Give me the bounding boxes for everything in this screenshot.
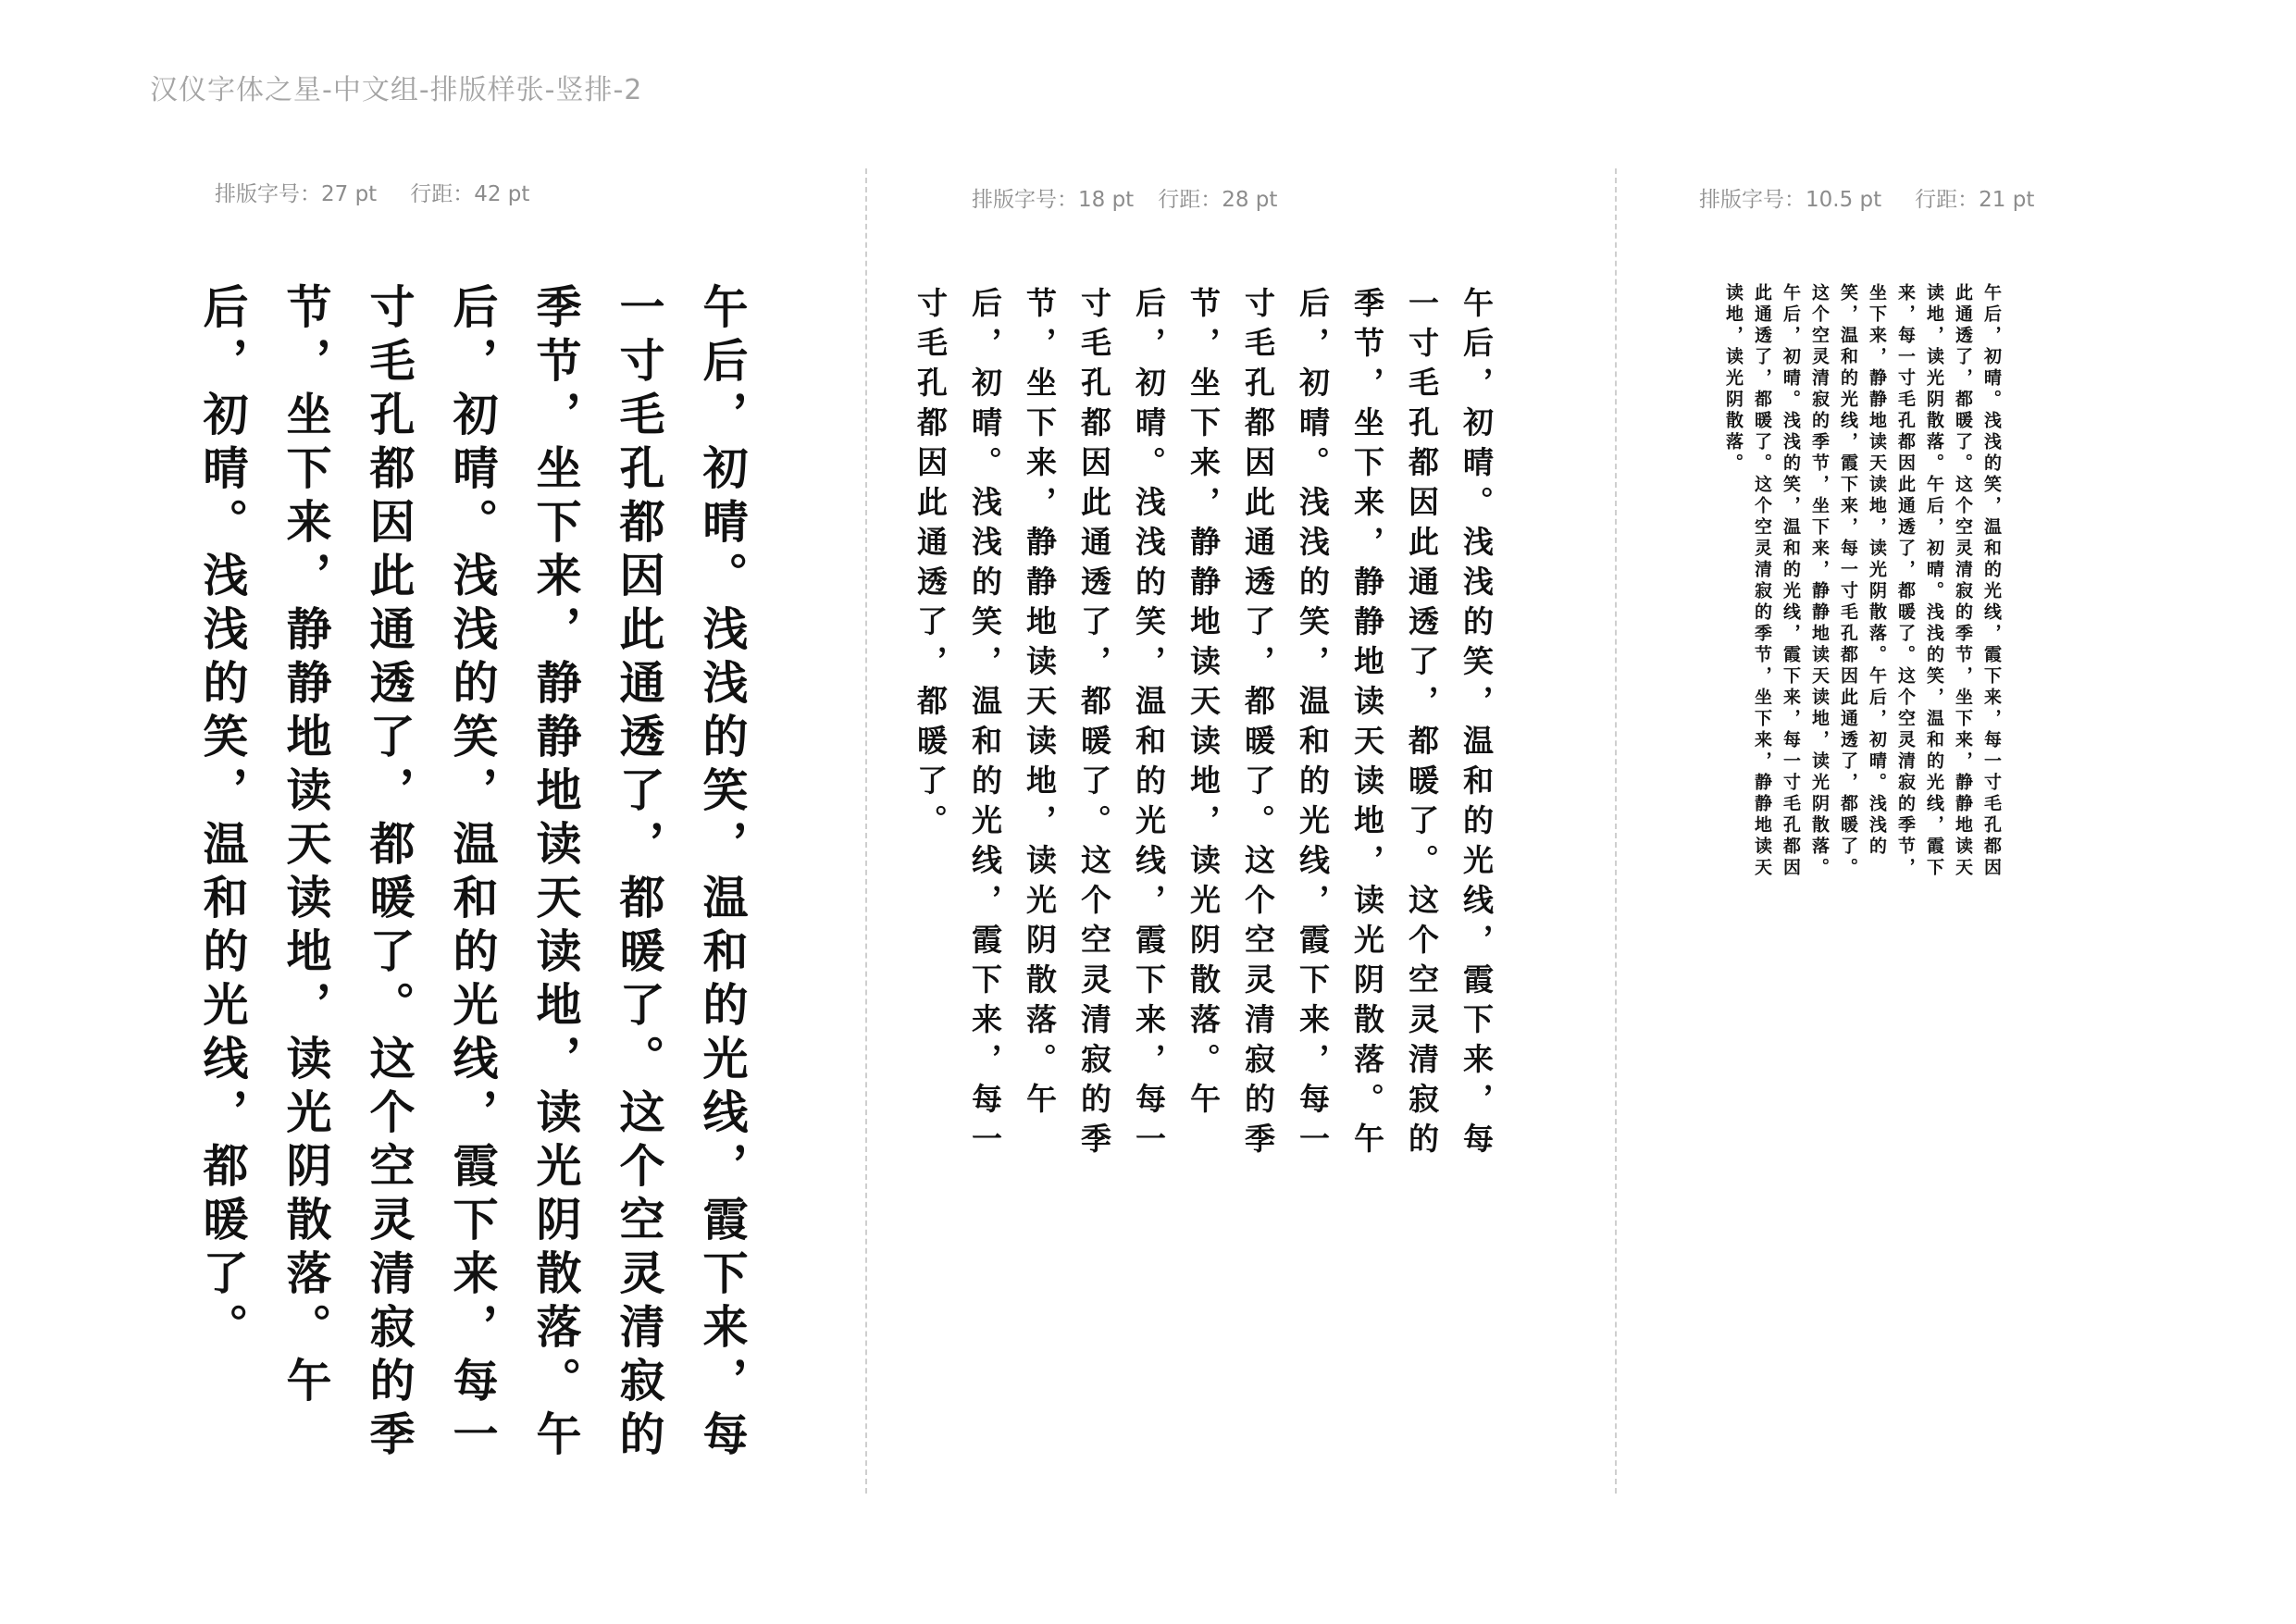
column-divider-right: [1615, 168, 1617, 1494]
leading-label: 行距：28 pt: [1158, 188, 1278, 212]
leading-label: 行距：21 pt: [1915, 188, 2035, 212]
font-size-label: 排版字号：10.5 pt: [1699, 188, 1882, 212]
font-size-label: 排版字号：18 pt: [972, 188, 1135, 212]
font-size-label: 排版字号：27 pt: [215, 182, 378, 206]
column-divider-left: [865, 168, 867, 1494]
spec-label: [972, 182, 1277, 213]
page-title: 汉仪字体之星-中文组-排版样张-竖排-2: [150, 74, 643, 106]
vertical-text-sample: 午后，初晴。浅浅的笑，温和的光线，霞下来，每一寸毛孔都因此通透了，都暖了。这个空灵清寂的季节，坐下来，静静地读天读地，读光阴散落。午后，初晴。浅浅的笑，温和的光线，霞下来，每一寸毛孔都因此通透了，都暖了。这个空灵清寂的季节，坐下来，静静地读天读地，读光阴散落。午后，初晴。浅浅的笑，温和的光线，霞下来，每一寸毛孔都因此通透了，都暖了。这个空灵清寂的季节，坐下来，静静地读天读地，读光阴散落。午后，初晴。浅浅的笑，温和的光线，霞下来，每一寸毛孔都因此通透了，都暖了。这个空灵清寂的季节，坐下来，静静地读天读地，读光阴散落。: [1723, 283, 2002, 879]
vertical-text-sample: 午后，初晴。浅浅的笑，温和的光线，霞下来，每一寸毛孔都因此通透了，都暖了。这个空灵清寂的季节，坐下来，静静地读天读地，读光阴散落。午后，初晴。浅浅的笑，温和的光线，霞下来，每一寸毛孔都因此通透了，都暖了。这个空灵清寂的季节，坐下来，静静地读天读地，读光阴散落。午后，初晴。浅浅的笑，温和的光线，霞下来，每一寸毛孔都因此通透了，都暖了。这个空灵清寂的季节，坐下来，静静地读天读地，读光阴散落。午后，初晴。浅浅的笑，温和的光线，霞下来，每一寸毛孔都因此通透了，都暖了。: [912, 287, 1495, 1162]
spec-label: [1699, 182, 2034, 213]
spec-label: [215, 177, 529, 207]
vertical-text-sample: 午后，初晴。浅浅的笑，温和的光线，霞下来，每一寸毛孔都因此通透了，都暖了。这个空灵清寂的季节，坐下来，静静地读天读地，读光阴散落。午后，初晴。浅浅的笑，温和的光线，霞下来，每一寸毛孔都因此通透了，都暖了。这个空灵清寂的季节，坐下来，静静地读天读地，读光阴散落。午后，初晴。浅浅的笑，温和的光线，都暖了。: [196, 283, 749, 1464]
leading-label: 行距：42 pt: [410, 182, 530, 206]
